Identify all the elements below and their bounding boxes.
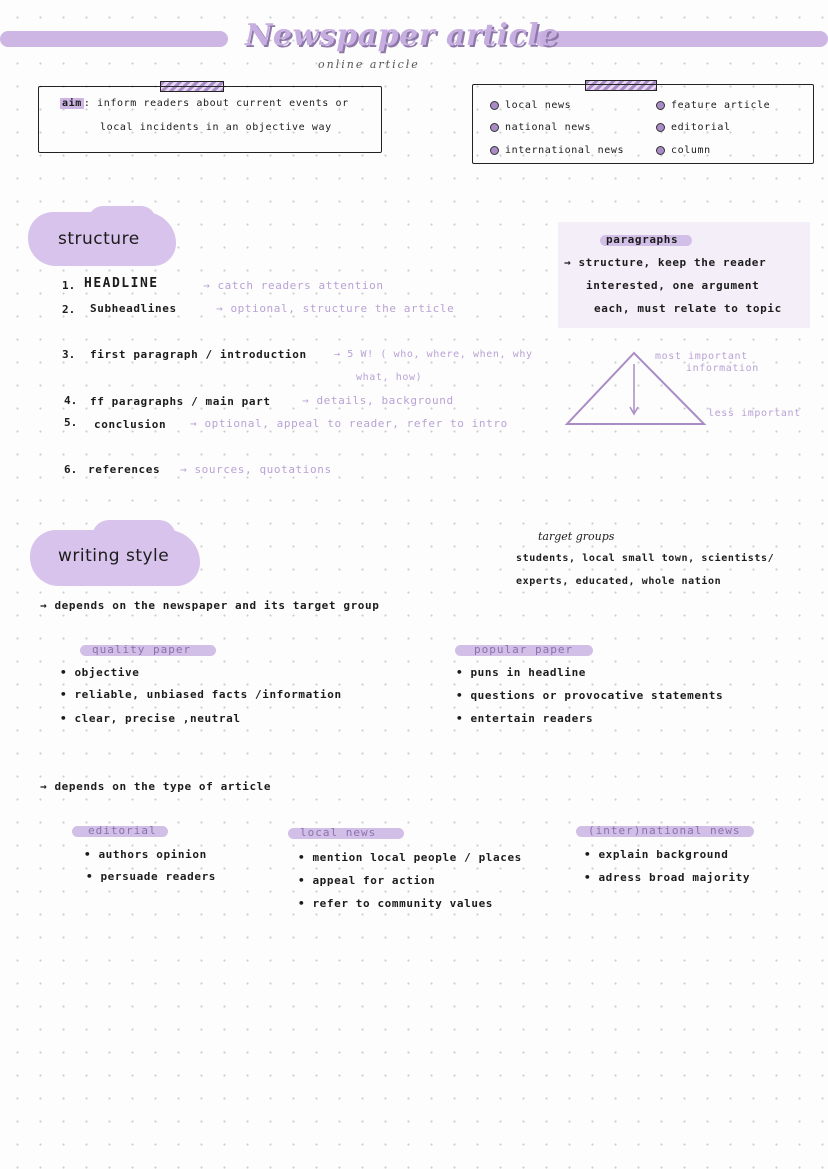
header-bar-right: [535, 31, 828, 47]
header-bar-left: [0, 31, 228, 47]
structure-label-5: conclusion: [94, 418, 167, 431]
pyramid-top-label-2: information: [686, 363, 759, 374]
popular-item-1: • puns in headline: [456, 666, 587, 679]
structure-num-2: 2.: [62, 303, 76, 316]
type-feature-article: feature article: [656, 100, 770, 111]
aim-box: [38, 86, 382, 153]
aim-line-1: [60, 98, 349, 109]
bullet-icon: [656, 123, 665, 132]
structure-note-6: → sources, quotations: [180, 463, 332, 476]
international-item-1: • explain background: [584, 848, 729, 861]
local-item-2: • appeal for action: [298, 874, 436, 887]
popular-paper-label: popular paper: [474, 643, 574, 656]
target-groups-line-1: students, local small town, scientists/: [516, 553, 775, 564]
target-groups-line-2: experts, educated, whole nation: [516, 576, 722, 587]
type-international-news: international news: [490, 145, 624, 156]
aim-keyword: aim: [62, 98, 82, 109]
pyramid-bottom-label: less important: [708, 408, 801, 419]
editorial-item-2: • persuade readers: [86, 870, 217, 883]
structure-note-4: → details, background: [302, 394, 454, 407]
paragraphs-line-1: → structure, keep the reader: [564, 256, 767, 269]
bullet-icon: [490, 101, 499, 110]
structure-note-5: → optional, appeal to reader, refer to intro: [190, 417, 508, 430]
page-subtitle: online article: [318, 58, 420, 71]
structure-label-4: ff paragraphs / main part: [90, 395, 271, 408]
structure-label-1: HEADLINE: [84, 276, 159, 291]
bullet-icon: [490, 123, 499, 132]
target-groups-title: target groups: [538, 530, 615, 543]
quality-item-2: • reliable, unbiased facts /information: [60, 688, 342, 701]
popular-item-2: • questions or provocative statements: [456, 689, 724, 702]
pyramid-top-label: most important: [655, 351, 748, 362]
editorial-item-1: • authors opinion: [84, 848, 207, 861]
local-item-3: • refer to community values: [298, 897, 494, 910]
structure-num-6: 6.: [64, 463, 78, 476]
paragraphs-heading: paragraphs: [606, 233, 679, 246]
structure-label-3: first paragraph / introduction: [90, 348, 307, 361]
aim-text-1: : inform readers about current events or: [83, 98, 349, 109]
popular-item-3: • entertain readers: [456, 712, 594, 725]
structure-note-3b: what, how): [356, 372, 423, 383]
bullet-icon: [490, 146, 499, 155]
local-news-label: local news: [300, 826, 377, 839]
structure-label-6: references: [88, 463, 161, 476]
bullet-icon: [656, 146, 665, 155]
structure-note-1: → catch readers attention: [203, 279, 384, 292]
structure-num-1: 1.: [62, 279, 76, 292]
quality-item-3: • clear, precise ,neutral: [60, 712, 241, 725]
writing-style-heading: writing style: [58, 546, 170, 566]
structure-num-5: 5.: [64, 416, 78, 429]
type-column: column: [656, 145, 711, 156]
aim-line-2: local incidents in an objective way: [100, 122, 332, 133]
bullet-icon: [656, 101, 665, 110]
editorial-label: editorial: [88, 824, 157, 837]
depends-newspaper: → depends on the newspaper and its target group: [40, 599, 380, 612]
paragraphs-line-2: interested, one argument: [586, 279, 760, 292]
structure-note-2: → optional, structure the article: [216, 302, 455, 315]
international-item-2: • adress broad majority: [584, 871, 751, 884]
quality-paper-label: quality paper: [92, 643, 192, 656]
type-national-news: national news: [490, 122, 591, 133]
type-editorial: editorial: [656, 122, 731, 133]
international-news-label: (inter)national news: [588, 824, 741, 837]
quality-item-1: • objective: [60, 666, 140, 679]
local-item-1: • mention local people / places: [298, 851, 522, 864]
page-title: Newspaper article: [245, 18, 559, 53]
depends-article-type: → depends on the type of article: [40, 780, 272, 793]
paragraphs-line-3: each, must relate to topic: [594, 302, 782, 315]
structure-label-2: Subheadlines: [90, 302, 177, 315]
structure-num-4: 4.: [64, 394, 78, 407]
type-local-news: local news: [490, 100, 571, 111]
structure-note-3: → 5 W! ( who, where, when, why: [334, 349, 533, 360]
structure-num-3: 3.: [62, 348, 76, 361]
structure-heading: structure: [58, 229, 140, 249]
